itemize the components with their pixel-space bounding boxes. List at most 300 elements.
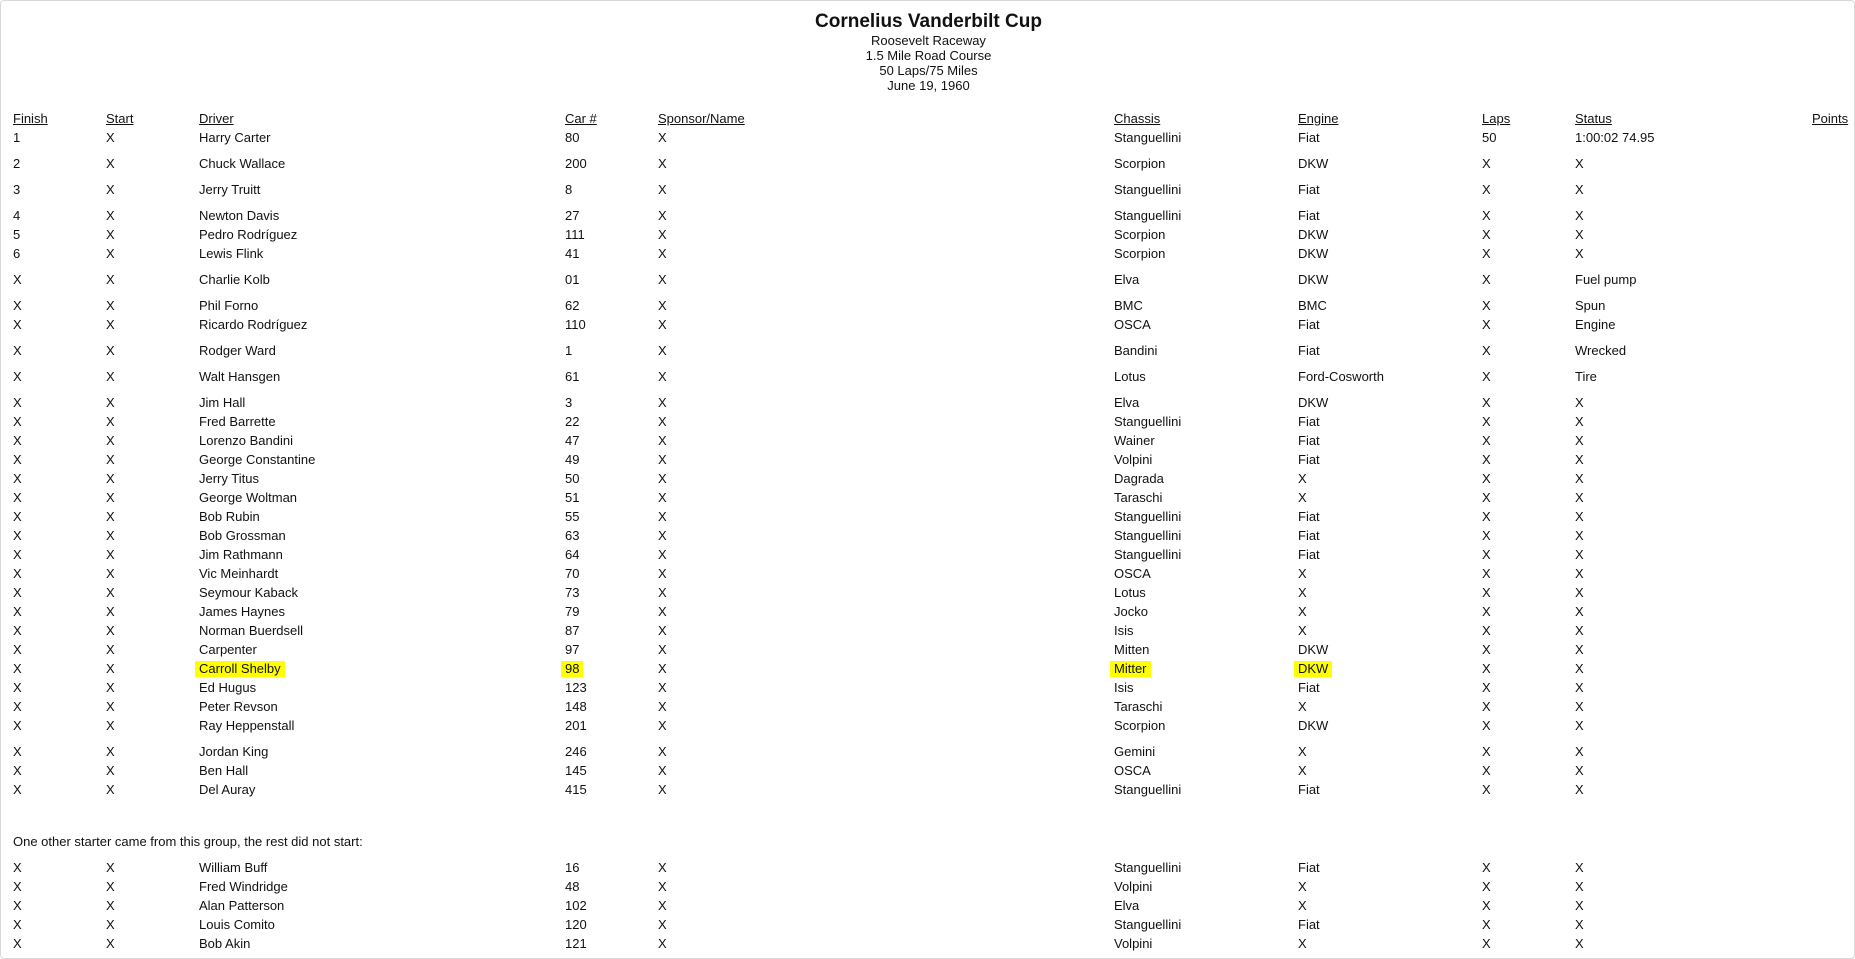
cell-car: 47	[565, 433, 580, 448]
cell-chassis: Lotus	[1114, 369, 1146, 384]
cell-laps: X	[1482, 471, 1491, 486]
cell-finish: X	[13, 317, 22, 332]
cell-sponsor: X	[658, 917, 667, 932]
cell-car: 97	[565, 642, 580, 657]
cell-finish: X	[13, 782, 22, 797]
cell-start: X	[106, 414, 115, 429]
cell-sponsor: X	[658, 130, 667, 145]
col-header-finish: Finish	[13, 111, 48, 126]
cell-laps: X	[1482, 879, 1491, 894]
cell-engine: BMC	[1298, 298, 1327, 313]
cell-car: 01	[565, 272, 580, 287]
cell-sponsor: X	[658, 452, 667, 467]
cell-sponsor: X	[658, 298, 667, 313]
non-starter-note: One other starter came from this group, the rest did not start:	[13, 834, 363, 849]
cell-engine: X	[1298, 490, 1307, 505]
cell-status: X	[1575, 566, 1584, 581]
cell-finish: X	[13, 699, 22, 714]
cell-chassis: Jocko	[1114, 604, 1148, 619]
cell-driver: Bob Rubin	[199, 509, 260, 524]
cell-laps: X	[1482, 917, 1491, 932]
cell-status: X	[1575, 744, 1584, 759]
cell-sponsor: X	[658, 369, 667, 384]
cell-chassis: Wainer	[1114, 433, 1155, 448]
cell-chassis: Bandini	[1114, 343, 1158, 358]
cell-sponsor: X	[658, 860, 667, 875]
cell-status: X	[1575, 156, 1584, 171]
cell-status: X	[1575, 395, 1584, 410]
cell-finish: X	[13, 917, 22, 932]
cell-status: Engine	[1575, 317, 1616, 332]
cell-chassis: OSCA	[1114, 763, 1151, 778]
cell-laps: X	[1482, 369, 1491, 384]
cell-status: X	[1575, 860, 1584, 875]
cell-chassis: Volpini	[1114, 879, 1153, 894]
cell-car: 55	[565, 509, 580, 524]
col-header-chassis: Chassis	[1114, 111, 1161, 126]
cell-start: X	[106, 547, 115, 562]
cell-finish: X	[13, 369, 22, 384]
cell-chassis: Scorpion	[1114, 227, 1166, 242]
cell-chassis: OSCA	[1114, 317, 1151, 332]
cell-car: 121	[565, 936, 587, 951]
cell-sponsor: X	[658, 490, 667, 505]
cell-car: 80	[565, 130, 580, 145]
cell-car: 200	[565, 156, 587, 171]
col-header-points: Points	[1812, 111, 1849, 126]
cell-chassis: Dagrada	[1114, 471, 1164, 486]
cell-chassis: Stanguellini	[1114, 208, 1182, 223]
race-title: Cornelius Vanderbilt Cup	[815, 11, 1042, 32]
cell-start: X	[106, 208, 115, 223]
cell-chassis: Elva	[1114, 898, 1140, 913]
cell-laps: X	[1482, 604, 1491, 619]
cell-status: X	[1575, 208, 1584, 223]
cell-sponsor: X	[658, 661, 667, 676]
cell-car: 51	[565, 490, 580, 505]
cell-sponsor: X	[658, 395, 667, 410]
cell-sponsor: X	[658, 528, 667, 543]
cell-chassis: Stanguellini	[1114, 860, 1182, 875]
cell-car: 145	[565, 763, 587, 778]
cell-sponsor: X	[658, 317, 667, 332]
cell-start: X	[106, 623, 115, 638]
cell-start: X	[106, 661, 115, 676]
cell-driver: George Woltman	[199, 490, 298, 505]
cell-car: 98	[561, 661, 583, 677]
cell-engine: DKW	[1298, 718, 1329, 733]
col-header-car: Car #	[565, 111, 597, 126]
cell-finish: 3	[13, 182, 21, 197]
cell-status: X	[1575, 718, 1584, 733]
cell-status: X	[1575, 452, 1584, 467]
cell-chassis: Stanguellini	[1114, 130, 1182, 145]
cell-driver: Rodger Ward	[199, 343, 276, 358]
cell-status: X	[1575, 547, 1584, 562]
cell-chassis: Scorpion	[1114, 156, 1166, 171]
cell-status: Wrecked	[1575, 343, 1627, 358]
cell-laps: X	[1482, 528, 1491, 543]
cell-finish: X	[13, 763, 22, 778]
race-distance: 50 Laps/75 Miles	[879, 63, 978, 78]
cell-sponsor: X	[658, 208, 667, 223]
cell-car: 123	[565, 680, 587, 695]
cell-driver: Bob Grossman	[199, 528, 286, 543]
cell-laps: X	[1482, 272, 1491, 287]
cell-status: X	[1575, 699, 1584, 714]
cell-sponsor: X	[658, 680, 667, 695]
cell-driver: Charlie Kolb	[199, 272, 270, 287]
cell-chassis: Scorpion	[1114, 718, 1166, 733]
cell-sponsor: X	[658, 782, 667, 797]
cell-finish: X	[13, 298, 22, 313]
cell-laps: X	[1482, 156, 1491, 171]
cell-finish: X	[13, 452, 22, 467]
col-header-engine: Engine	[1298, 111, 1339, 126]
cell-finish: 2	[13, 156, 21, 171]
cell-sponsor: X	[658, 898, 667, 913]
cell-laps: X	[1482, 782, 1491, 797]
cell-car: 201	[565, 718, 587, 733]
cell-sponsor: X	[658, 642, 667, 657]
cell-sponsor: X	[658, 936, 667, 951]
cell-finish: X	[13, 272, 22, 287]
cell-status: X	[1575, 414, 1584, 429]
cell-engine: Fiat	[1298, 860, 1320, 875]
cell-engine: DKW	[1298, 642, 1329, 657]
cell-status: Tire	[1575, 369, 1597, 384]
cell-finish: X	[13, 566, 22, 581]
cell-start: X	[106, 182, 115, 197]
cell-chassis: Volpini	[1114, 452, 1153, 467]
cell-engine: DKW	[1294, 661, 1332, 677]
cell-finish: X	[13, 936, 22, 951]
cell-engine: X	[1298, 471, 1307, 486]
cell-laps: X	[1482, 642, 1491, 657]
cell-start: X	[106, 744, 115, 759]
cell-car: 87	[565, 623, 580, 638]
cell-status: X	[1575, 936, 1584, 951]
cell-finish: X	[13, 414, 22, 429]
cell-finish: 4	[13, 208, 21, 223]
cell-chassis: Taraschi	[1114, 490, 1163, 505]
cell-sponsor: X	[658, 604, 667, 619]
col-header-driver: Driver	[199, 111, 234, 126]
cell-finish: 6	[13, 246, 21, 261]
cell-sponsor: X	[658, 414, 667, 429]
cell-sponsor: X	[658, 566, 667, 581]
cell-driver: Phil Forno	[199, 298, 259, 313]
cell-engine: DKW	[1298, 246, 1329, 261]
cell-start: X	[106, 718, 115, 733]
cell-driver: Vic Meinhardt	[199, 566, 279, 581]
cell-finish: X	[13, 661, 22, 676]
cell-finish: X	[13, 604, 22, 619]
cell-sponsor: X	[658, 623, 667, 638]
cell-laps: X	[1482, 744, 1491, 759]
cell-sponsor: X	[658, 879, 667, 894]
cell-start: X	[106, 699, 115, 714]
cell-driver: Jerry Titus	[199, 471, 259, 486]
cell-sponsor: X	[658, 699, 667, 714]
cell-driver: Seymour Kaback	[199, 585, 298, 600]
cell-finish: X	[13, 860, 22, 875]
cell-status: X	[1575, 246, 1584, 261]
cell-chassis: Stanguellini	[1114, 917, 1182, 932]
cell-status: X	[1575, 917, 1584, 932]
cell-laps: X	[1482, 585, 1491, 600]
cell-laps: X	[1482, 699, 1491, 714]
cell-start: X	[106, 763, 115, 778]
cell-finish: X	[13, 718, 22, 733]
cell-engine: DKW	[1298, 395, 1329, 410]
cell-start: X	[106, 298, 115, 313]
cell-car: 110	[565, 317, 586, 332]
cell-sponsor: X	[658, 718, 667, 733]
cell-chassis: Stanguellini	[1114, 782, 1182, 797]
cell-finish: X	[13, 680, 22, 695]
cell-car: 111	[565, 227, 585, 242]
race-date: June 19, 1960	[887, 78, 970, 93]
cell-start: X	[106, 130, 115, 145]
cell-car: 41	[565, 246, 580, 261]
cell-laps: 50	[1482, 130, 1497, 145]
cell-laps: X	[1482, 298, 1491, 313]
cell-sponsor: X	[658, 246, 667, 261]
cell-start: X	[106, 917, 115, 932]
cell-status: X	[1575, 490, 1584, 505]
cell-start: X	[106, 471, 115, 486]
cell-status: Spun	[1575, 298, 1606, 313]
cell-engine: X	[1298, 936, 1307, 951]
cell-engine: X	[1298, 898, 1307, 913]
cell-laps: X	[1482, 860, 1491, 875]
cell-laps: X	[1482, 509, 1491, 524]
cell-chassis: Mitten	[1114, 642, 1150, 657]
cell-chassis: Elva	[1114, 272, 1140, 287]
cell-driver: Ray Heppenstall	[199, 718, 295, 733]
cell-engine: X	[1298, 585, 1307, 600]
cell-driver: Norman Buerdsell	[199, 623, 304, 638]
cell-engine: X	[1298, 763, 1307, 778]
cell-sponsor: X	[658, 433, 667, 448]
race-course: 1.5 Mile Road Course	[865, 48, 992, 63]
cell-status: X	[1575, 661, 1584, 676]
cell-driver: Peter Revson	[199, 699, 278, 714]
cell-driver: Carroll Shelby	[195, 661, 285, 677]
cell-status: Fuel pump	[1575, 272, 1637, 287]
cell-chassis: Stanguellini	[1114, 182, 1182, 197]
cell-car: 8	[565, 182, 573, 197]
cell-engine: X	[1298, 604, 1307, 619]
cell-status: X	[1575, 433, 1584, 448]
cell-status: X	[1575, 227, 1584, 242]
cell-chassis: Volpini	[1114, 936, 1153, 951]
cell-driver: Bob Akin	[199, 936, 251, 951]
cell-chassis: Stanguellini	[1114, 414, 1182, 429]
cell-start: X	[106, 156, 115, 171]
cell-laps: X	[1482, 246, 1491, 261]
cell-status: X	[1575, 471, 1584, 486]
cell-laps: X	[1482, 680, 1491, 695]
cell-engine: Fiat	[1298, 130, 1320, 145]
cell-chassis: Stanguellini	[1114, 528, 1182, 543]
cell-sponsor: X	[658, 585, 667, 600]
cell-laps: X	[1482, 718, 1491, 733]
cell-engine: Fiat	[1298, 547, 1320, 562]
cell-car: 16	[565, 860, 580, 875]
cell-driver: George Constantine	[199, 452, 316, 467]
cell-status: X	[1575, 898, 1584, 913]
cell-engine: X	[1298, 566, 1307, 581]
cell-finish: X	[13, 585, 22, 600]
cell-finish: X	[13, 471, 22, 486]
cell-start: X	[106, 452, 115, 467]
cell-laps: X	[1482, 182, 1491, 197]
cell-engine: X	[1298, 879, 1307, 894]
cell-chassis: Taraschi	[1114, 699, 1163, 714]
cell-car: 63	[565, 528, 580, 543]
cell-car: 1	[565, 343, 573, 358]
cell-sponsor: X	[658, 744, 667, 759]
cell-status: X	[1575, 782, 1584, 797]
cell-engine: DKW	[1298, 272, 1329, 287]
cell-status: X	[1575, 763, 1584, 778]
cell-status: X	[1575, 604, 1584, 619]
col-header-start: Start	[106, 111, 134, 126]
cell-start: X	[106, 566, 115, 581]
cell-driver: William Buff	[199, 860, 268, 875]
cell-driver: Ed Hugus	[199, 680, 257, 695]
cell-start: X	[106, 585, 115, 600]
cell-driver: Jim Rathmann	[199, 547, 283, 562]
cell-start: X	[106, 879, 115, 894]
cell-finish: X	[13, 490, 22, 505]
col-header-laps: Laps	[1482, 111, 1511, 126]
cell-sponsor: X	[658, 509, 667, 524]
cell-finish: X	[13, 623, 22, 638]
cell-driver: Louis Comito	[199, 917, 275, 932]
cell-chassis: Elva	[1114, 395, 1140, 410]
cell-car: 27	[565, 208, 580, 223]
cell-laps: X	[1482, 317, 1491, 332]
cell-driver: Ricardo Rodríguez	[199, 317, 308, 332]
race-header	[1, 11, 1855, 93]
cell-car: 102	[565, 898, 587, 913]
cell-driver: Pedro Rodríguez	[199, 227, 298, 242]
cell-laps: X	[1482, 433, 1491, 448]
cell-car: 415	[565, 782, 587, 797]
cell-engine: Ford-Cosworth	[1298, 369, 1384, 384]
cell-status: 1:00:02 74.95	[1575, 130, 1655, 145]
cell-sponsor: X	[658, 343, 667, 358]
cell-car: 48	[565, 879, 580, 894]
cell-car: 246	[565, 744, 587, 759]
cell-driver: Carpenter	[199, 642, 257, 657]
cell-driver: Chuck Wallace	[199, 156, 286, 171]
cell-start: X	[106, 680, 115, 695]
cell-laps: X	[1482, 623, 1491, 638]
cell-driver: Jordan King	[199, 744, 269, 759]
cell-car: 148	[565, 699, 587, 714]
cell-laps: X	[1482, 395, 1491, 410]
cell-start: X	[106, 898, 115, 913]
cell-chassis: Mitter	[1110, 661, 1151, 677]
cell-finish: X	[13, 744, 22, 759]
cell-status: X	[1575, 585, 1584, 600]
cell-finish: 1	[13, 130, 21, 145]
cell-car: 22	[565, 414, 580, 429]
cell-car: 62	[565, 298, 580, 313]
cell-chassis: Stanguellini	[1114, 547, 1182, 562]
cell-finish: X	[13, 395, 22, 410]
cell-chassis: Gemini	[1114, 744, 1156, 759]
cell-engine: DKW	[1298, 227, 1329, 242]
cell-finish: X	[13, 898, 22, 913]
cell-car: 64	[565, 547, 580, 562]
cell-laps: X	[1482, 414, 1491, 429]
cell-driver: Fred Windridge	[199, 879, 288, 894]
cell-engine: Fiat	[1298, 343, 1320, 358]
cell-chassis: OSCA	[1114, 566, 1151, 581]
cell-finish: X	[13, 642, 22, 657]
cell-car: 49	[565, 452, 580, 467]
cell-chassis: Scorpion	[1114, 246, 1166, 261]
cell-laps: X	[1482, 661, 1491, 676]
cell-driver: Jerry Truitt	[199, 182, 261, 197]
cell-engine: Fiat	[1298, 509, 1320, 524]
cell-start: X	[106, 317, 115, 332]
cell-laps: X	[1482, 547, 1491, 562]
cell-chassis: Lotus	[1114, 585, 1146, 600]
cell-finish: X	[13, 509, 22, 524]
cell-laps: X	[1482, 452, 1491, 467]
cell-engine: Fiat	[1298, 414, 1320, 429]
cell-engine: Fiat	[1298, 782, 1320, 797]
cell-sponsor: X	[658, 471, 667, 486]
cell-laps: X	[1482, 343, 1491, 358]
cell-chassis: BMC	[1114, 298, 1143, 313]
cell-start: X	[106, 395, 115, 410]
cell-sponsor: X	[658, 182, 667, 197]
cell-start: X	[106, 369, 115, 384]
cell-laps: X	[1482, 763, 1491, 778]
cell-finish: X	[13, 879, 22, 894]
cell-status: X	[1575, 642, 1584, 657]
cell-start: X	[106, 433, 115, 448]
cell-driver: Harry Carter	[199, 130, 271, 145]
cell-driver: Lorenzo Bandini	[199, 433, 293, 448]
cell-car: 120	[565, 917, 587, 932]
cell-engine: Fiat	[1298, 317, 1320, 332]
cell-finish: 5	[13, 227, 21, 242]
cell-car: 79	[565, 604, 580, 619]
cell-start: X	[106, 860, 115, 875]
col-header-sponsor: Sponsor/Name	[658, 111, 745, 126]
cell-engine: X	[1298, 699, 1307, 714]
cell-start: X	[106, 272, 115, 287]
cell-start: X	[106, 604, 115, 619]
cell-start: X	[106, 936, 115, 951]
cell-driver: Walt Hansgen	[199, 369, 281, 384]
cell-car: 50	[565, 471, 580, 486]
cell-start: X	[106, 642, 115, 657]
cell-sponsor: X	[658, 272, 667, 287]
cell-engine: Fiat	[1298, 182, 1320, 197]
cell-laps: X	[1482, 566, 1491, 581]
cell-driver: Jim Hall	[199, 395, 246, 410]
cell-engine: Fiat	[1298, 208, 1320, 223]
